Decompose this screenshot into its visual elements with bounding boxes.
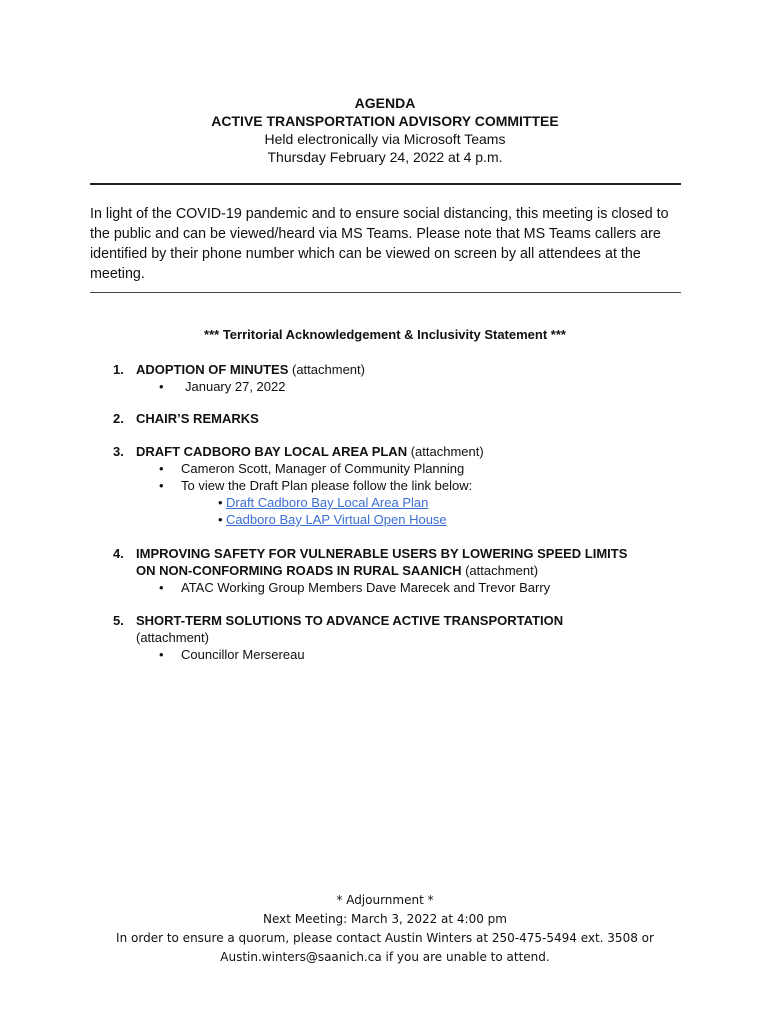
item-attachment-note: (attachment) [288, 362, 365, 377]
meeting-date: Thursday February 24, 2022 at 4 p.m. [267, 149, 503, 165]
quorum-notice-contact: Austin.winters@saanich.ca if you are unable to attend. [220, 950, 550, 964]
agenda-item-4 [113, 545, 693, 596]
covid-notice: In light of the COVID-19 pandemic and to ensure social distancing, this meeting is closed to the public and can be viewed/heard via MS Teams. Please note that MS Teams callers are identified by their phone number which can be viewed on screen by all attendees at the meeting. [90, 206, 669, 282]
item-title-continued: ON NON-CONFORMING ROADS IN RURAL SAANICH [136, 563, 462, 578]
item-number: 5. [113, 613, 124, 628]
agenda-item-2 [113, 410, 693, 427]
virtual-open-house-link[interactable]: Cadboro Bay LAP Virtual Open House [226, 512, 447, 527]
item-number: 3. [113, 444, 124, 459]
agenda-header [0, 94, 770, 166]
draft-plan-link[interactable]: Draft Cadboro Bay Local Area Plan [226, 495, 429, 510]
item-attachment-note: (attachment) [407, 444, 484, 459]
committee-name: ACTIVE TRANSPORTATION ADVISORY COMMITTEE [211, 113, 559, 129]
item-attachment-note: (attachment) [461, 563, 539, 578]
item-number: 1. [113, 362, 124, 377]
item-number: 4. [113, 546, 124, 561]
adjournment: * Adjournment * [336, 893, 434, 907]
item-number: 2. [113, 411, 124, 426]
list-item: • To view the Draft Plan please follow the link below: [136, 477, 693, 494]
list-item: • Councillor Mersereau [136, 646, 693, 663]
agenda-item-3 [113, 443, 693, 528]
list-item: • Cameron Scott, Manager of Community Planning [136, 460, 693, 477]
territorial-acknowledgement: *** Territorial Acknowledgement & Inclusivity Statement *** [204, 327, 566, 342]
item-title: DRAFT CADBORO BAY LOCAL AREA PLAN [136, 444, 408, 459]
agenda-title: AGENDA [354, 95, 416, 111]
item-title: CHAIR’S REMARKS [136, 411, 259, 426]
item-title: IMPROVING SAFETY FOR VULNERABLE USERS BY LOWERING SPEED LIMITS [136, 546, 628, 561]
notice-divider [90, 292, 681, 293]
item-title: ADOPTION OF MINUTES [136, 362, 289, 377]
header-divider [90, 183, 681, 185]
quorum-notice: In order to ensure a quorum, please contact Austin Winters at 250-475-5494 ext. 3508 or [116, 931, 654, 945]
item-attachment-note: (attachment) [136, 630, 209, 645]
meeting-venue: Held electronically via Microsoft Teams [264, 131, 506, 147]
item-title: SHORT-TERM SOLUTIONS TO ADVANCE ACTIVE TRANSPORTATION [136, 613, 564, 628]
list-item: • January 27, 2022 [136, 378, 693, 395]
list-item: • ATAC Working Group Members Dave Marecek and Trevor Barry [136, 579, 693, 596]
agenda-item-5 [113, 612, 693, 663]
agenda-item-1 [113, 361, 693, 395]
footer [0, 891, 770, 967]
next-meeting: Next Meeting: March 3, 2022 at 4:00 pm [263, 912, 507, 926]
